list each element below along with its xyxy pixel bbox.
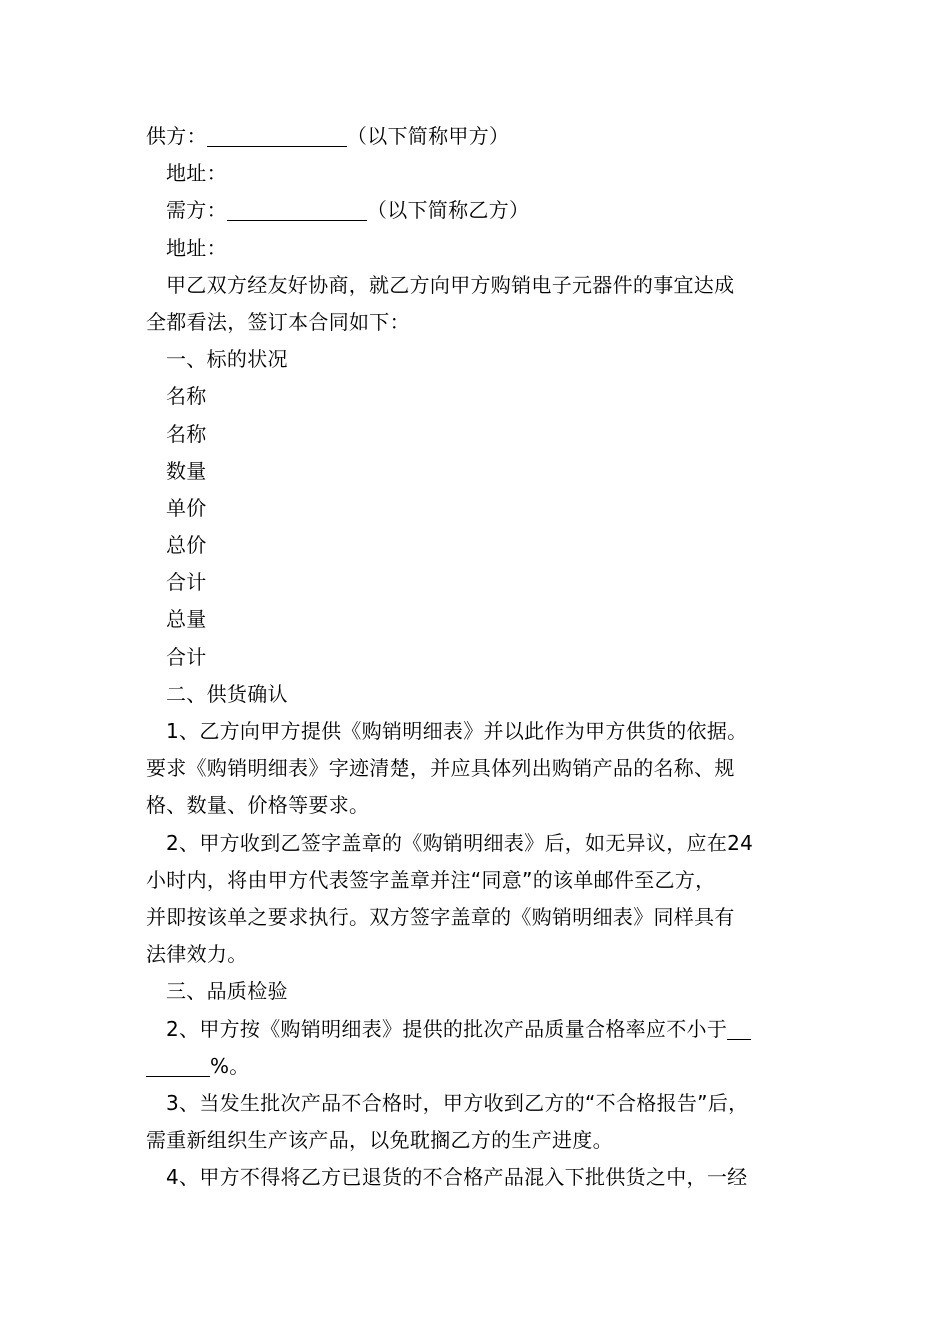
section2-title: 二、供货确认: [166, 681, 288, 706]
buyer-suffix: （以下简称乙方）: [366, 198, 530, 223]
section2-p2-line-4: 法律效力。: [146, 942, 248, 967]
section2-p1-line-2: 要求《购销明细表》字迹清楚，并应具体列出购销产品的名称、规: [146, 756, 735, 781]
section3-p4-line-1: 4、甲方不得将乙方已退货的不合格产品混入下批供货之中，一经: [166, 1165, 748, 1190]
section3-p2-line-1: [146, 1011, 810, 1048]
section1-item: 数量: [166, 458, 207, 483]
supplier-label: 供方：: [146, 124, 207, 148]
pass-rate-blank-start: [727, 1017, 751, 1040]
pass-rate-blank-end: [146, 1054, 210, 1077]
section1-item: 总价: [166, 533, 207, 558]
section1-title: 一、标的状况: [166, 347, 288, 372]
section3-p2-text: 2、甲方按《购销明细表》提供的批次产品质量合格率应不小于: [166, 1016, 728, 1041]
intro-line-2: 全都看法，签订本合同如下：: [146, 309, 410, 334]
section3-p2-line-2: [146, 1048, 810, 1085]
buyer-address: 地址：: [166, 235, 227, 260]
section1-item: 总量: [166, 607, 207, 632]
section2-p1-line-3: 格、数量、价格等要求。: [146, 793, 370, 818]
section2-p2-line-2: 小时内，将由甲方代表签字盖章并注“同意”的该单邮件至乙方，: [146, 867, 716, 892]
section3-p3-line-1: 3、当发生批次产品不合格时，甲方收到乙方的“不合格报告”后，: [166, 1090, 749, 1115]
section1-item: 合计: [166, 644, 207, 669]
section1-item: 名称: [166, 384, 207, 409]
supplier-line: [146, 118, 810, 155]
section2-p2-line-3: 并即按该单之要求执行。双方签字盖章的《购销明细表》同样具有: [146, 904, 735, 929]
buyer-name-blank: [227, 198, 367, 221]
section1-item: 单价: [166, 495, 207, 520]
section2-p2-line-1: 2、甲方收到乙签字盖章的《购销明细表》后，如无异议，应在24: [166, 830, 754, 855]
supplier-address: 地址：: [166, 161, 227, 186]
section2-p1-line-1: 1、乙方向甲方提供《购销明细表》并以此作为甲方供货的依据。: [166, 719, 748, 743]
section3-p3-line-2: 需重新组织生产该产品，以免耽搁乙方的生产进度。: [146, 1128, 613, 1153]
intro-line-1: 甲乙双方经友好协商，就乙方向甲方购销电子元器件的事宜达成: [166, 272, 735, 297]
supplier-name-blank: [207, 124, 347, 147]
buyer-line: [146, 192, 810, 229]
section1-item: 合计: [166, 570, 207, 595]
supplier-suffix: （以下简称甲方）: [346, 124, 510, 148]
section1-item: 名称: [166, 421, 207, 446]
section3-title: 三、品质检验: [166, 979, 288, 1004]
buyer-label: 需方：: [166, 198, 227, 223]
section3-p2-suffix: %。: [210, 1053, 250, 1078]
